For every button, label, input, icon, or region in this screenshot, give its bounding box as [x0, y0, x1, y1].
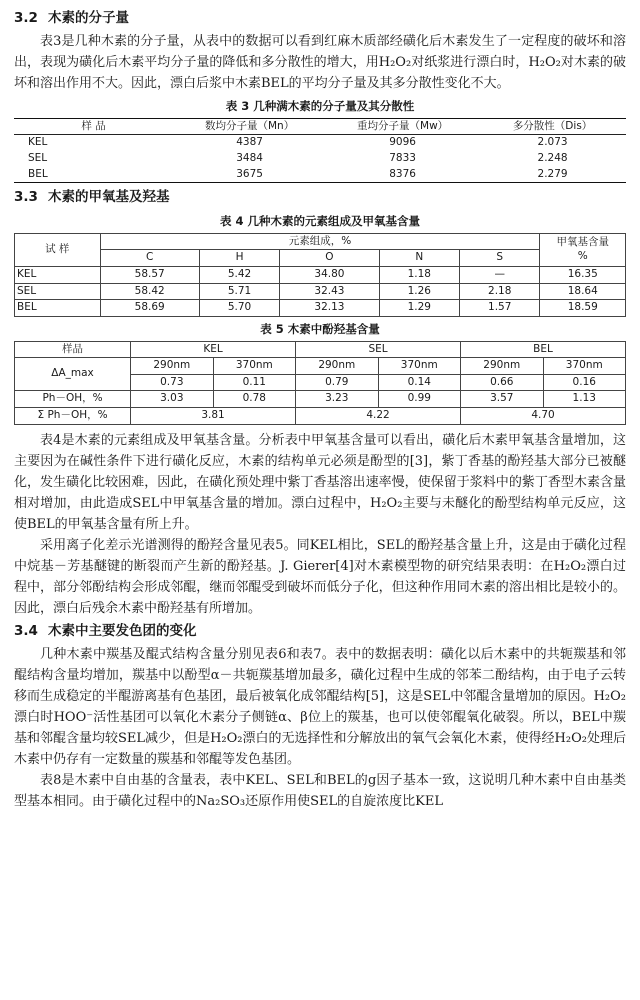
table5-group: KEL: [131, 341, 296, 358]
section-title: 木素的分子量: [48, 10, 129, 26]
table3-cell: SEL: [28, 151, 48, 164]
table5-group: SEL: [296, 341, 461, 358]
table5-wavelength-row: [15, 358, 626, 375]
table5-wavelength: 290nm: [461, 358, 543, 375]
table4-header-methoxyl: [540, 233, 626, 266]
paragraph-table8-discussion: 表8是木素中自由基的含量表，表中KEL、SEL和BEL的g因子基本一致，这说明几种木素中自由基类型基本相同。由于磺化过程中的Na₂SO₃还原作用使SEL的自旋浓度比KEL: [14, 773, 626, 810]
table4-header-sample: 试 样: [15, 233, 101, 266]
table3-cell: 3675: [236, 167, 263, 180]
table4-cell: SEL: [15, 283, 101, 300]
table-row: [15, 266, 626, 283]
table3-header: 重均分子量（Mw）: [326, 118, 479, 135]
table-row: [15, 391, 626, 408]
table3-cell: 8376: [389, 167, 416, 180]
table5-header-sample: 样品: [15, 341, 131, 358]
table3-header-row: [14, 118, 626, 135]
section-heading-3-3: [14, 187, 626, 209]
table5-cell: 0.14: [378, 374, 460, 391]
paragraph-table5-discussion: 采用离子化差示光谱测得的酚羟含量见表5。同KEL相比，SEL的酚羟基含量上升，这是由于磺化过程中烷基－芳基醚键的断裂而产生新的酚羟基。J. Gierer[4]对木素模型物的研究结果表明：在H₂O₂漂白过程中，部分邻酚结构会形成邻醌，继而邻醌受到破坏而低分子化，但这种作用同木素的溶出相比是较小的。因此，漂白后残余木素中酚羟基有所增加。: [14, 537, 626, 617]
table5-cell: 4.70: [461, 408, 626, 425]
table5-cell: 3.81: [131, 408, 296, 425]
table5-row-label: Σ Ph－OH，%: [15, 408, 131, 425]
table5-caption: 表 5 木素中酚羟基含量: [260, 321, 380, 336]
table5-cell: 0.78: [213, 391, 295, 408]
table4-header-group: 元素组成，%: [100, 233, 540, 250]
table4-cell: 58.42: [100, 283, 199, 300]
table4-cell: BEL: [15, 300, 101, 317]
table3-caption: 表 3 几种满木素的分子量及其分散性: [225, 99, 415, 113]
table4-cell: 34.80: [280, 266, 379, 283]
section-number: 3.4: [14, 623, 38, 640]
table4-cell: 5.70: [199, 300, 279, 317]
table4: [14, 233, 626, 317]
section-heading-3-2: [14, 8, 626, 30]
table3-cell: BEL: [28, 167, 48, 180]
table-row: [15, 283, 626, 300]
table-row: [14, 151, 626, 167]
paragraph-table4-discussion: 表4是木素的元素组成及甲氧基含量。分析表中甲氧基含量可以看出，磺化后木素甲氧基含量增加，这主要因为在碱性条件下进行磺化反应，木素的结构单元必须是酚型的[3]，紫丁香基的酚羟基大部分已被醚化，发生磺化比较困难，因此，在磺化预处理中紫丁香基溶出速率慢，使保留于浆料中的紫丁香型木素含量相对增加，由此造成SEL中甲氧基含量的增加。漂白过程中，H₂O₂主要与未醚化的酚型结构单元反应，这使BEL的甲氧基含量有所上升。: [14, 432, 626, 532]
table4-cell: 1.26: [379, 283, 459, 300]
table5-cell: 0.99: [378, 391, 460, 408]
table4-cell: 1.57: [460, 300, 540, 317]
table5-cell: 0.16: [543, 374, 626, 391]
section-3-4-paragraph: 几种木素中羰基及醌式结构含量分别见表6和表7。表中的数据表明：磺化以后木素中的共轭羰基和邻醌结构含量均增加，羰基中以酚型α－共轭羰基增加最多，磺化过程中生成的邻苯二酚结构，由于电子云转移而生成稳定的半醌游离基有色基团，最后被氧化成邻醌结构[5]，这是SEL中邻醌含量增加的原因。H₂O₂漂白时HOO⁻活性基团可以氧化木素分子侧链α、β位上的羰基，也可以使邻醌氧化破裂。所以，BEL中羰基和邻醌含量均较SEL减少，但是H₂O₂漂白的无选择性和分解放出的氧气会氧化木素，使得经H₂O₂处理后木素中仍存有一定数量的羰基和邻醌等发色基团。: [14, 646, 626, 768]
table4-cell: 18.64: [540, 283, 626, 300]
table3-header: 样 品: [14, 118, 173, 135]
table3-cell: 4387: [236, 136, 263, 149]
table3-cell: 7833: [389, 151, 416, 164]
table3-header: 多分散性（Dis）: [479, 118, 626, 135]
table5-cell: 1.13: [543, 391, 626, 408]
table4-cell: —: [460, 266, 540, 283]
table5-cell: 0.73: [131, 374, 213, 391]
table4-cell: 58.69: [100, 300, 199, 317]
table5-wavelength: 370nm: [213, 358, 295, 375]
table5-cell: 0.79: [296, 374, 378, 391]
table4-element: C: [100, 250, 199, 267]
table-row: [14, 135, 626, 151]
table4-element: O: [280, 250, 379, 267]
table4-element-row: [15, 250, 626, 267]
table5-cell: 3.57: [461, 391, 543, 408]
table4-element: S: [460, 250, 540, 267]
section-heading-3-4: [14, 621, 626, 643]
table4-cell: 16.35: [540, 266, 626, 283]
table-row: [15, 300, 626, 317]
table4-cell: 32.13: [280, 300, 379, 317]
table-row: [15, 408, 626, 425]
table4-header-row: [15, 233, 626, 250]
table3-cell: 9096: [389, 136, 416, 149]
table5-wavelength: 370nm: [378, 358, 460, 375]
table5-cell: 3.03: [131, 391, 213, 408]
table4-element: N: [379, 250, 459, 267]
page: [14, 6, 626, 812]
table4-methoxyl-label: 甲氧基含量: [556, 236, 609, 249]
table3-cell: 2.073: [537, 136, 568, 149]
section-number: 3.3: [14, 189, 38, 206]
table4-cell: 1.29: [379, 300, 459, 317]
table5-header-row: [15, 341, 626, 358]
table5-row-label: Ph－OH，%: [15, 391, 131, 408]
section-number: 3.2: [14, 10, 38, 26]
table4-methoxyl-unit: %: [577, 249, 588, 262]
table4-cell: 58.57: [100, 266, 199, 283]
table5-group: BEL: [461, 341, 626, 358]
table3-cell: 2.279: [537, 167, 568, 180]
table3-header: 数均分子量（Mn）: [173, 118, 326, 135]
section-3-2-paragraph: 表3是几种木素的分子量，从表中的数据可以看到红麻木质部经磺化后木素发生了一定程度的破坏和溶出，表现为磺化后木素平均分子量的降低和多分散性的增大，用H₂O₂对纸浆进行漂白时，H₂O₂对木素的破坏和溶出作用不大。因此，漂白后浆中木素BEL的平均分子量及其多分散性变化不大。: [14, 33, 626, 91]
table5-cell: 3.23: [296, 391, 378, 408]
table5-row-label: ΔA_max: [15, 358, 131, 391]
table4-cell: 1.18: [379, 266, 459, 283]
table3-cell: KEL: [28, 136, 48, 149]
table4-cell: 2.18: [460, 283, 540, 300]
table5-cell: 0.66: [461, 374, 543, 391]
table-row: [14, 167, 626, 183]
table3-cell: 2.248: [537, 151, 568, 164]
table4-cell: KEL: [15, 266, 101, 283]
table4-cell: 32.43: [280, 283, 379, 300]
table3: [14, 118, 626, 184]
table3-cell: 3484: [236, 151, 263, 164]
section-title: 木素中主要发色团的变化: [48, 623, 197, 640]
table5-wavelength: 370nm: [543, 358, 626, 375]
table5: [14, 341, 626, 425]
table4-caption: 表 4 几种木素的元素组成及甲氧基含量: [219, 214, 420, 229]
table5-wavelength: 290nm: [296, 358, 378, 375]
table5-wavelength: 290nm: [131, 358, 213, 375]
table4-cell: 18.59: [540, 300, 626, 317]
section-title: 木素的甲氧基及羟基: [48, 189, 170, 206]
table4-cell: 5.71: [199, 283, 279, 300]
table5-cell: 4.22: [296, 408, 461, 425]
table5-cell: 0.11: [213, 374, 295, 391]
table4-cell: 5.42: [199, 266, 279, 283]
table4-element: H: [199, 250, 279, 267]
